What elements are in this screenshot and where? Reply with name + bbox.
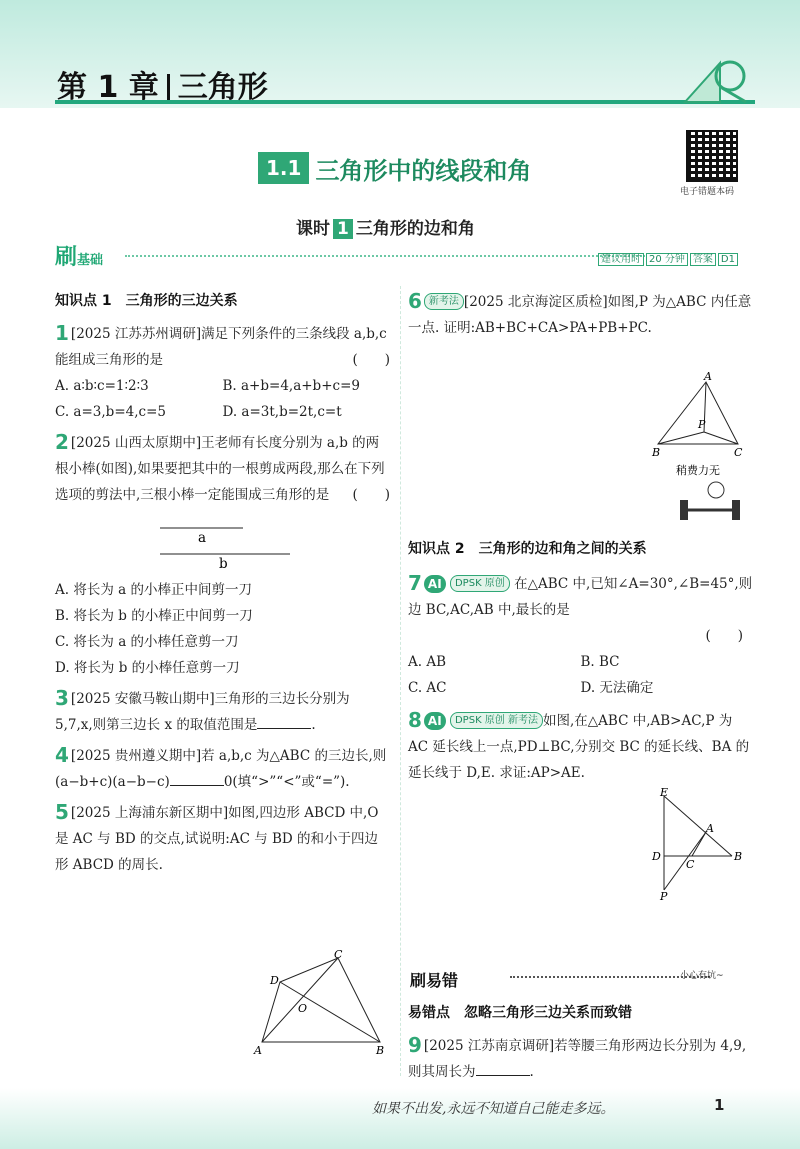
- lesson-name: 三角形的边和角: [355, 219, 475, 239]
- option-c: C. 将长为 a 的小棒任意剪一刀: [55, 634, 239, 650]
- question-source: [2025 山西太原期中]: [70, 435, 202, 451]
- answer-blank[interactable]: [257, 715, 311, 729]
- knowledge-point-1: 知识点 1 三角形的三边关系: [55, 293, 238, 309]
- new-method-badge: 新考法: [424, 293, 464, 310]
- question-source: [2025 安徽马鞍山期中]: [70, 691, 215, 707]
- question-source: [2025 贵州遵义期中]: [70, 748, 202, 764]
- option-d: D. a=3t,b=2t,c=t: [222, 404, 342, 420]
- question-7: [408, 570, 753, 701]
- triangle-p-figure: [648, 370, 748, 460]
- left-column: [55, 288, 390, 878]
- weightlifter-cartoon-icon: [676, 462, 746, 522]
- knowledge-point-2: 知识点 2 三角形的边和角之间的关系: [408, 541, 647, 557]
- question-source: [2025 上海浦东新区期中]: [70, 805, 229, 821]
- section-title: [258, 150, 531, 186]
- option-a: A. 将长为 a 的小棒正中间剪一刀: [55, 582, 252, 598]
- question-number: 7: [408, 571, 422, 595]
- answer-paren: ( ): [705, 628, 743, 644]
- lesson-prefix: 课时: [296, 219, 330, 239]
- question-source: [2025 北京海淀区质检]: [463, 294, 608, 310]
- question-5: [55, 799, 390, 878]
- question-number: 5: [55, 800, 69, 824]
- option-d: D. 无法确定: [580, 680, 654, 696]
- ruler-compass-icon: [680, 58, 750, 104]
- answer-blank[interactable]: [170, 772, 224, 786]
- sticks-figure: [55, 508, 390, 568]
- error-note: 小心有坑~: [680, 971, 724, 981]
- question-text: 王老师有长度分别为 a,b 的两根小棒(如图),如果要把其中的一根剪成两段,那么在下列选项的剪法中,三根小棒一定能围成三角形的是: [55, 435, 385, 503]
- chapter-title: [57, 62, 268, 106]
- question-text: 满足下列条件的三条线段 a,b,c 能组成三角形的是: [55, 326, 387, 368]
- question-text: 如图,在△ABC 中,AB>AC,P 为 AC 延长线上一点,PD⊥BC,分别交 BC 的延长线、BA 的延长线于 D,E. 求证:AP>AE.: [408, 713, 750, 781]
- question-3: [55, 685, 390, 738]
- question-text: 在△ABC 中,已知∠A=30°,∠B=45°,则边 BC,AC,AB 中,最长的是: [408, 576, 753, 618]
- question-end: .: [311, 717, 316, 733]
- option-b: B. BC: [580, 654, 620, 670]
- vertex-c: C: [734, 446, 743, 459]
- question-source: [2025 江苏南京调研]: [423, 1038, 555, 1054]
- dpsk-badge: DPSK 原创: [450, 575, 510, 592]
- question-4: [55, 742, 390, 795]
- point-o: O: [298, 1002, 308, 1015]
- vertex-b: B: [734, 850, 743, 863]
- right-column: [408, 288, 753, 341]
- option-c: C. a=3,b=4,c=5: [55, 404, 166, 420]
- ai-badge: AI: [424, 712, 446, 730]
- answer-paren: ( ): [352, 487, 390, 503]
- question-text: 若 a,b,c 为△ABC 的三边长,则(a−b+c)(a−b−c): [55, 748, 387, 790]
- option-a: A. a∶b∶c=1∶2∶3: [55, 378, 149, 394]
- option-b: B. a+b=4,a+b+c=9: [222, 378, 360, 394]
- question-number: 6: [408, 289, 422, 313]
- vertex-a: A: [706, 822, 714, 835]
- error-questions: [408, 1000, 753, 1085]
- lesson-title: [296, 214, 475, 239]
- qr-code-icon[interactable]: [686, 130, 738, 182]
- footer-motto: 如果不出发,永远不知道自己能走多远。: [372, 1101, 615, 1117]
- question-text: 如图,四边形 ABCD 中,O 是 AC 与 BD 的交点,试说明:AC 与 BD 的和小于四边形 ABCD 的周长.: [55, 805, 379, 873]
- question-number: 4: [55, 743, 69, 767]
- option-a: A. AB: [408, 654, 447, 670]
- cartoon-caption: 稍费力无: [676, 464, 720, 477]
- question-number: 3: [55, 686, 69, 710]
- question-number: 9: [408, 1033, 422, 1057]
- question-text: 三角形的三边长分别为 5,7,x,则第三边长 x 的取值范围是: [55, 691, 350, 733]
- shua-char: 刷: [55, 245, 78, 270]
- page-number: 1: [714, 1096, 725, 1114]
- chapter-number: 第 1 章: [57, 70, 159, 105]
- vertex-b: B: [652, 446, 661, 459]
- point-p: P: [698, 418, 706, 431]
- answer-label: 答案: [690, 253, 716, 266]
- vertex-b: B: [376, 1044, 385, 1057]
- perpendicular-figure: [648, 786, 748, 902]
- question-6: [408, 288, 753, 341]
- basics-text: 基础: [77, 253, 104, 268]
- vertex-c: C: [686, 858, 695, 871]
- question-number: 2: [55, 430, 69, 454]
- question-1: [55, 320, 390, 425]
- question-9: [408, 1032, 753, 1085]
- question-end: 0(填“>”“<”或“=”).: [223, 774, 350, 790]
- option-c: C. AC: [408, 680, 447, 696]
- error-section-title: [410, 968, 458, 991]
- answer-blank[interactable]: [476, 1062, 530, 1076]
- option-b: B. 将长为 b 的小棒正中间剪一刀: [55, 608, 253, 624]
- vertex-a: A: [254, 1044, 262, 1057]
- section-name: 三角形中的线段和角: [315, 156, 532, 185]
- answer-paren: ( ): [352, 352, 390, 368]
- vertex-d: D: [270, 974, 279, 987]
- point-p: P: [660, 890, 668, 902]
- point-e: E: [660, 786, 669, 799]
- dpsk-badge: DPSK 原创 新考法: [450, 712, 543, 729]
- vertex-c: C: [334, 950, 343, 961]
- right-column-lower: [408, 536, 753, 786]
- question-8: [408, 707, 753, 786]
- ai-badge: AI: [424, 575, 446, 593]
- question-text: 若等腰三角形两边长分别为 4,9,则其周长为: [408, 1038, 747, 1080]
- answer-page: D1: [718, 253, 738, 266]
- error-title: 刷易错: [410, 971, 459, 990]
- basics-label: [55, 240, 103, 271]
- error-point: 易错点 忽略三角形三边关系而致错: [408, 1005, 632, 1021]
- quadrilateral-figure: [250, 950, 390, 1060]
- time-badge: [598, 250, 740, 265]
- option-d: D. 将长为 b 的小棒任意剪一刀: [55, 660, 240, 676]
- column-divider: [400, 286, 401, 1076]
- question-number: 1: [55, 321, 69, 345]
- question-end: .: [529, 1064, 534, 1080]
- vertex-a: A: [704, 370, 712, 383]
- point-d: D: [652, 850, 661, 863]
- question-source: [2025 江苏苏州调研]: [70, 326, 202, 342]
- stick-b-label: b: [219, 556, 228, 568]
- question-number: 8: [408, 708, 422, 732]
- time-value: 20 分钟: [646, 253, 688, 266]
- question-text: 如图,P 为△ABC 内任意一点. 证明:AB+BC+CA>PA+PB+PC.: [408, 294, 752, 336]
- lesson-number: 1: [333, 219, 353, 239]
- stick-a-label: a: [198, 530, 207, 546]
- time-label: 建议用时: [598, 253, 644, 266]
- qr-label: 电子错题本码: [680, 187, 735, 197]
- question-2: [55, 429, 390, 681]
- section-number: 1.1: [258, 152, 309, 184]
- chapter-name: 三角形: [177, 70, 268, 105]
